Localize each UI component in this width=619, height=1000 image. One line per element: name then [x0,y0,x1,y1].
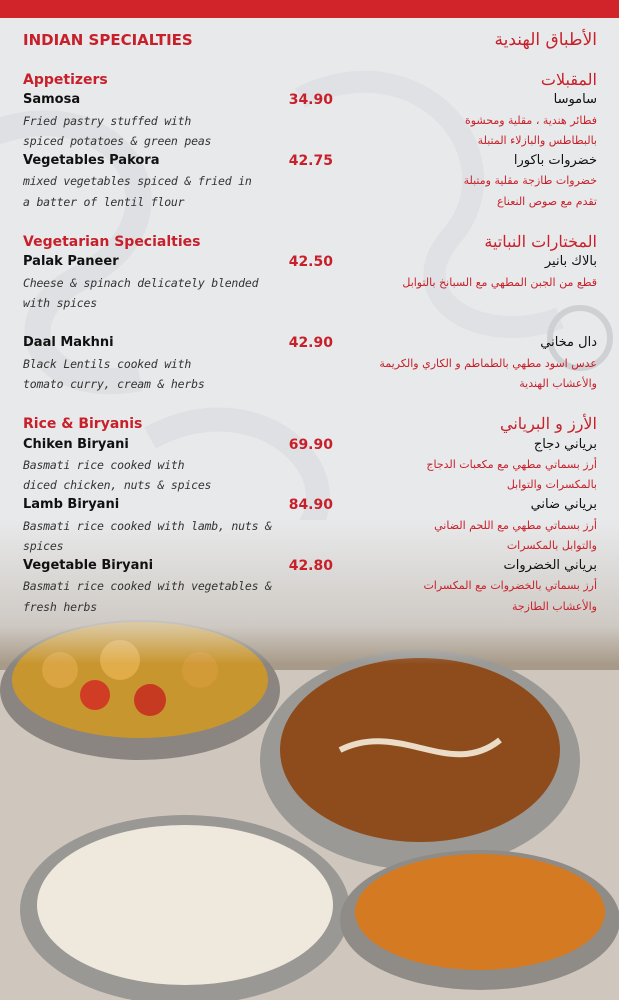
item-description-arabic: والأعشاب الهندية [519,376,597,390]
arabic-menu-column [337,30,597,617]
item-name-arabic: خضروات باكورا [513,153,597,168]
top-red-bar [0,0,619,18]
menu-item-lamb-biryani [23,495,343,515]
item-name-arabic: برياني الخضروات [503,558,597,573]
item-description-arabic: قطع من الجبن المطهي مع السبانخ بالتوابل [402,275,597,289]
item-description-arabic: أرز بسماتي مطهي مع اللحم الضاني [434,518,597,532]
item-name: Vegetable Biryani [23,558,154,573]
item-name: Lamb Biryani [23,497,120,513]
item-price: 69.90 [288,436,333,453]
item-description: tomato curry, cream & herbs [23,376,205,391]
item-price: 42.80 [288,558,333,574]
item-name: Daal Makhni [23,335,114,351]
item-description-arabic: أرز بسماتي بالخضروات مع المكسرات [423,579,597,593]
english-menu-column [23,30,343,617]
menu-item-palak-paneer [23,252,343,272]
item-description-arabic: والتوابل بالمكسرات [506,538,597,552]
item-description-arabic: والأعشاب الطازجة [511,599,597,613]
item-name-arabic: ساموسا [553,92,597,108]
item-description-arabic: خضروات طازجة مقلية ومتبلة [463,174,597,188]
menu-title: INDIAN SPECIALTIES [23,31,193,49]
section-heading: Appetizers [23,72,108,88]
item-name: Samosa [23,92,81,108]
item-description: mixed vegetables spiced & fried in [23,174,252,189]
item-description: Cheese & spinach delicately blended [23,275,259,290]
section-heading-arabic: الأرز و البرياني [499,414,597,434]
item-name: Chiken Biryani [23,436,129,452]
menu-title-arabic: الأطباق الهندية [494,30,597,50]
item-description: spiced potatoes & green peas [23,133,212,148]
item-name: Palak Paneer [23,254,119,270]
item-name-arabic: بالاك بانير [544,254,597,270]
item-description-arabic: بالمكسرات والتوابل [506,478,597,491]
section-heading-arabic: المقبلات [540,70,597,89]
menu-item-daal-makhni [23,333,343,353]
menu-item-vegetable-biryani [23,556,343,576]
item-price: 42.50 [288,254,333,271]
item-description: a batter of lentil flour [23,194,185,209]
item-description-arabic: أرز بسماتي مطهي مع مكعبات الدجاج [426,457,597,471]
item-description-arabic: فطائر هندية ، مقلية ومحشوة [464,113,597,127]
section-heading: Vegetarian Specialties [23,234,201,250]
item-description: Basmati rice cooked with [23,457,185,472]
item-description: with spices [23,295,97,310]
item-description: spices [23,538,64,553]
item-description: diced chicken, nuts & spices [23,478,212,492]
menu-item-pakora [23,151,343,171]
item-price: 84.90 [288,497,333,514]
item-description-arabic: بالبطاطس والبازلاء المتبلة [477,133,597,147]
item-price: 42.75 [288,153,333,169]
item-description: Basmati rice cooked with vegetables & [23,579,272,594]
section-heading: Rice & Biryanis [23,416,143,433]
item-name-arabic: دال مخاني [540,335,597,351]
item-description-arabic: عدس اسود مطهي بالطماطم و الكاري والكريمة [379,356,597,370]
item-description: Black Lentils cooked with [23,356,192,371]
item-description: Fried pastry stuffed with [23,113,192,128]
item-description: fresh herbs [23,599,97,614]
menu-item-samosa [23,90,343,110]
item-price: 34.90 [288,92,333,109]
item-name-arabic: برياني دجاج [533,436,597,452]
item-price: 42.90 [288,335,333,352]
menu-item-chicken-biryani [23,435,343,455]
section-heading-arabic: المختارات النباتية [484,232,597,251]
item-description: Basmati rice cooked with lamb, nuts & [23,518,272,533]
item-description-arabic: تقدم مع صوص النعناع [496,194,597,208]
item-name-arabic: برياني ضاني [530,497,597,513]
item-name: Vegetables Pakora [23,153,160,168]
